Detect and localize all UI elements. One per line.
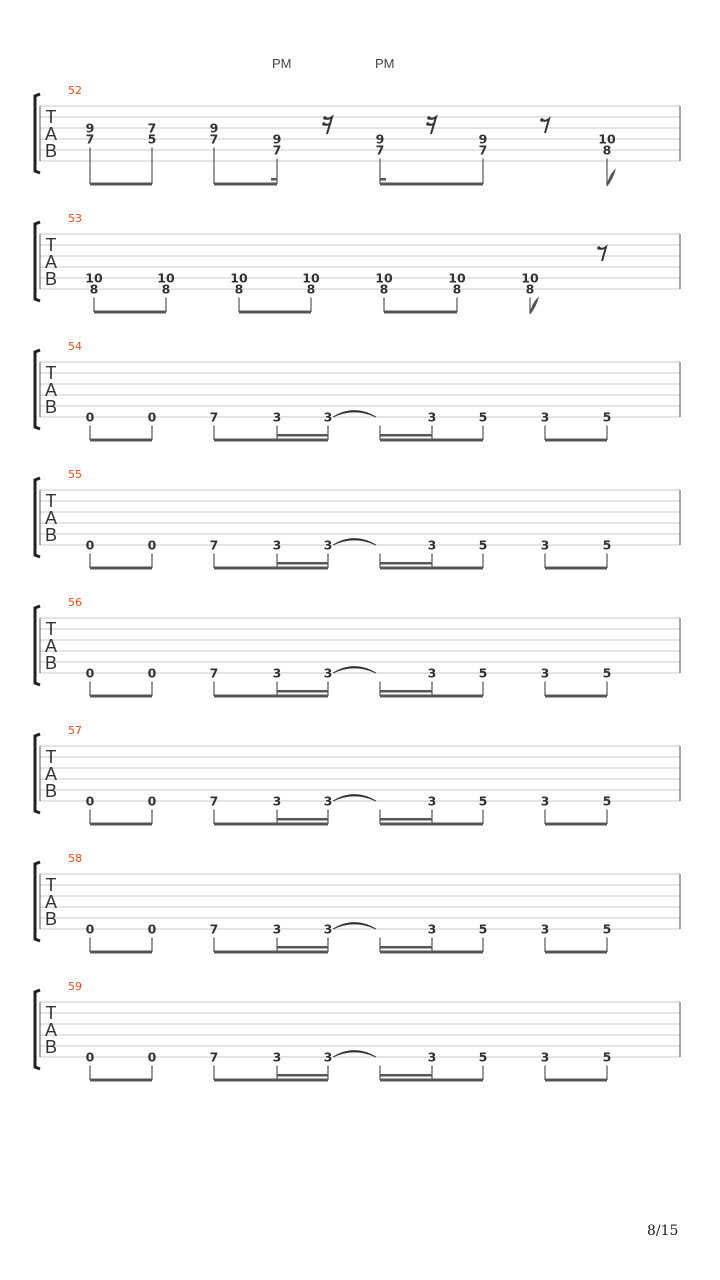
measure-number: 59 [68,980,82,993]
fret-number: 9 [478,131,488,147]
beam [90,951,152,954]
beam [545,567,607,570]
system-bracket [35,350,40,429]
beam [90,183,152,186]
fret-number: 0 [147,537,157,553]
fret-number: 5 [602,921,612,937]
measure-number: 55 [68,468,82,481]
secondary-beam [380,690,432,693]
fret-number: 7 [85,131,95,147]
rest-dot [597,246,601,250]
tab-system [35,980,680,1082]
tab-clef-letter: A [44,508,58,528]
tab-clef-letter: T [45,363,57,383]
tab-clef-letter: T [45,1003,57,1023]
rest-dot [427,116,431,120]
fret-number: 0 [85,537,95,553]
tab-clef-letter: T [45,875,57,895]
fret-number: 5 [478,537,488,553]
tab-clef-letter: B [44,141,58,161]
fret-number: 0 [85,409,95,425]
tab-clef-letter: B [44,397,58,417]
beam [214,695,328,698]
fret-number: 5 [602,665,612,681]
rest-dot [426,122,430,126]
tab-clef-letter: A [44,380,58,400]
beam [94,311,166,314]
measure-number: 52 [68,84,82,97]
fret-number: 0 [147,665,157,681]
measure-number: 53 [68,212,82,225]
measure-number: 56 [68,596,82,609]
fret-number: 5 [147,131,157,147]
fret-number: 8 [161,281,171,297]
tab-clef-letter: T [45,107,57,127]
beam [380,183,483,186]
beam [214,951,328,954]
fret-number: 5 [602,537,612,553]
beam [545,823,607,826]
fret-number: 3 [323,409,333,425]
fret-number: 0 [85,793,95,809]
fret-number: 7 [209,665,219,681]
system-bracket [35,606,40,685]
fret-number: 0 [85,665,95,681]
beam [214,439,328,442]
beam [380,567,483,570]
fret-number: 7 [147,120,157,136]
fret-number: 10 [302,270,320,286]
beam [380,1079,483,1082]
fret-number: 3 [323,665,333,681]
tab-clef-letter: T [45,235,57,255]
tab-system [35,596,680,698]
beam [545,439,607,442]
fret-number: 7 [209,537,219,553]
rest-dot [322,122,326,126]
secondary-beam [277,690,328,693]
fret-number: 8 [306,281,316,297]
secondary-beam [380,818,432,821]
beam [380,823,483,826]
fret-number: 3 [540,409,550,425]
fret-number: 3 [272,409,282,425]
system-bracket [35,990,40,1069]
fret-number: 8 [234,281,244,297]
fret-number: 8 [89,281,99,297]
tab-clef-letter: B [44,525,58,545]
system-bracket [35,478,40,557]
palm-mute-label: PM [375,56,395,71]
secondary-beam [380,946,432,949]
beam [214,567,328,570]
fret-number: 0 [85,921,95,937]
fret-number: 3 [540,921,550,937]
beam [90,567,152,570]
fret-number: 8 [525,281,535,297]
tab-clef-letter: A [44,252,58,272]
beam [90,1079,152,1082]
secondary-beam [277,1074,328,1077]
beam [545,695,607,698]
rest-dot [323,116,327,120]
secondary-beam [277,946,328,949]
beam [384,311,457,314]
beam [380,951,483,954]
system-bracket [35,222,40,301]
note-flag [530,298,538,314]
fret-number: 3 [272,921,282,937]
tie [333,667,376,674]
secondary-beam [277,562,328,565]
fret-number: 7 [209,793,219,809]
secondary-beam [380,1074,432,1077]
beam [380,439,483,442]
tie [333,923,376,930]
fret-number: 9 [272,131,282,147]
beam [90,823,152,826]
fret-number: 7 [272,142,282,158]
fret-number: 7 [478,142,488,158]
fret-number: 5 [478,921,488,937]
fret-number: 10 [157,270,175,286]
fret-number: 3 [323,1049,333,1065]
tab-clef-letter: B [44,781,58,801]
tab-clef-letter: T [45,619,57,639]
fret-number: 7 [209,1049,219,1065]
beam [214,1079,328,1082]
fret-number: 3 [540,665,550,681]
fret-number: 3 [427,665,437,681]
fret-number: 10 [521,270,539,286]
fret-number: 7 [209,409,219,425]
fret-number: 0 [85,1049,95,1065]
fret-number: 9 [209,120,219,136]
fret-number: 7 [209,921,219,937]
fret-number: 3 [427,793,437,809]
beam [90,695,152,698]
fret-number: 0 [147,793,157,809]
fret-number: 9 [375,131,385,147]
fret-number: 5 [602,793,612,809]
secondary-beam [380,562,432,565]
fret-number: 10 [448,270,466,286]
system-bracket [35,862,40,941]
tab-system [35,340,680,442]
tab-clef-letter: B [44,1037,58,1057]
fret-number: 10 [598,131,616,147]
beam [239,311,311,314]
page-number: 8/15 [647,1223,679,1239]
fret-number: 5 [602,409,612,425]
tab-system [35,468,680,570]
measure-number: 58 [68,852,82,865]
tab-clef-letter: A [44,1020,58,1040]
rest-dot [540,118,544,122]
tab-clef-letter: A [44,892,58,912]
tie [333,1051,376,1058]
partial-beam [271,178,277,181]
fret-number: 3 [323,921,333,937]
beam [214,823,328,826]
tab-clef-letter: A [44,636,58,656]
palm-mute-label: PM [272,56,292,71]
tie [333,795,376,802]
tab-clef-letter: B [44,909,58,929]
fret-number: 5 [478,1049,488,1065]
fret-number: 3 [272,793,282,809]
fret-number: 3 [427,921,437,937]
fret-number: 3 [540,1049,550,1065]
tab-clef-letter: T [45,747,57,767]
tab-system [35,84,680,186]
fret-number: 5 [478,793,488,809]
system-bracket [35,94,40,173]
tab-systems [35,84,680,1082]
fret-number: 9 [85,120,95,136]
measure-number: 54 [68,340,82,353]
fret-number: 3 [272,537,282,553]
beam [214,183,277,186]
fret-number: 3 [272,665,282,681]
fret-number: 3 [272,1049,282,1065]
tab-clef-letter: A [44,764,58,784]
fret-number: 10 [230,270,248,286]
fret-number: 5 [478,409,488,425]
beam [90,439,152,442]
system-bracket [35,734,40,813]
tie [333,539,376,546]
secondary-beam [277,818,328,821]
fret-number: 5 [602,1049,612,1065]
fret-number: 3 [323,537,333,553]
fret-number: 0 [147,1049,157,1065]
note-flag [607,170,615,186]
beam [545,1079,607,1082]
fret-number: 3 [427,537,437,553]
beam [380,695,483,698]
tab-clef-letter: B [44,653,58,673]
fret-number: 10 [375,270,393,286]
fret-number: 3 [540,793,550,809]
fret-number: 10 [85,270,103,286]
partial-beam [380,178,386,181]
fret-number: 7 [209,131,219,147]
measure-number: 57 [68,724,82,737]
secondary-beam [380,434,432,437]
fret-number: 3 [427,1049,437,1065]
tab-clef-letter: A [44,124,58,144]
tab-system [35,852,680,954]
tab-system [35,212,680,314]
tab-system [35,724,680,826]
fret-number: 0 [147,409,157,425]
fret-number: 0 [147,921,157,937]
fret-number: 8 [379,281,389,297]
fret-number: 7 [375,142,385,158]
fret-number: 3 [540,537,550,553]
fret-number: 3 [427,409,437,425]
tab-clef-letter: B [44,269,58,289]
secondary-beam [277,434,328,437]
fret-number: 3 [323,793,333,809]
tab-clef-letter: T [45,491,57,511]
fret-number: 8 [452,281,462,297]
beam [545,951,607,954]
tie [333,411,376,418]
fret-number: 5 [478,665,488,681]
fret-number: 8 [602,142,612,158]
